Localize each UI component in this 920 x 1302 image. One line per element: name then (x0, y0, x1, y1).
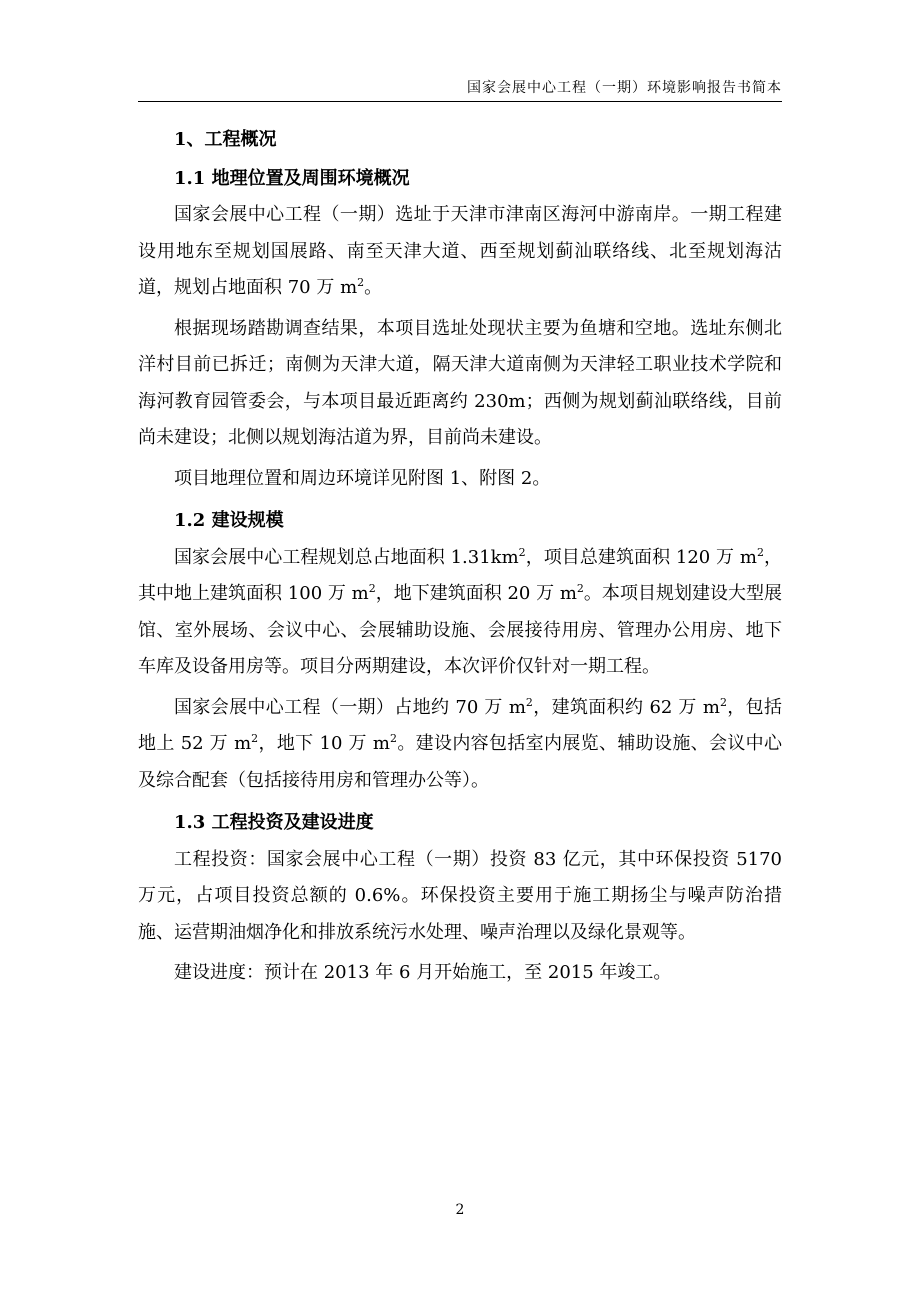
superscript: 2 (518, 545, 526, 559)
text-run: 国家会展中心工程（一期）选址于天津市津南区海河中游南岸。一期工程建设用地东至规划国展路、南至天津大道、西至规划蓟汕联络线、北至规划海沽道，规划占地面积 70 万 m (138, 204, 782, 298)
section-heading-1: 1、工程概况 (174, 129, 277, 150)
superscript: 2 (368, 582, 376, 595)
header-rule (138, 101, 782, 102)
text-run: 国家会展中心工程规划总占地面积 1.31km (174, 546, 519, 568)
page-body (138, 122, 782, 996)
text-run: ，其中地上建筑面积 100 万 m (138, 546, 782, 604)
paragraph-investment: 工程投资：国家会展中心工程（一期）投资 83 亿元，其中环保投资 5170 万元，占项目投资总额的 0.6%。环保投资主要用于施工期扬尘与噪声防治措施、运营期油烟净化和排放系统污水处理、噪声治理以及绿化景观等。 (138, 848, 782, 943)
paragraph-location (138, 197, 782, 307)
superscript: 2 (719, 695, 727, 709)
text-run: ，地下 10 万 m (258, 733, 390, 754)
text-run: ，项目总建筑面积 120 万 m (525, 546, 757, 568)
section-heading-1-2: 1.2 建设规模 (174, 510, 284, 531)
text-run: 。本项目规划建设大型展馆、室外展场、会议中心、会展辅助设施、会展接待用房、管理办公用房、地下车库及设备用房等。项目分两期建设，本次评价仅针对一期工程。 (138, 583, 783, 677)
paragraph-schedule: 建设进度：预计在 2013 年 6 月开始施工，至 2015 年竣工。 (174, 962, 672, 983)
running-header: 国家会展中心工程（一期）环境影响报告书简本 (467, 80, 782, 96)
text-run: 。建设内容包括室内展览、辅助设施、会议中心及综合配套（包括接待用房和管理办公等）。 (138, 733, 783, 791)
superscript: 2 (389, 732, 397, 745)
section-heading-1-1: 1.1 地理位置及周围环境概况 (174, 167, 410, 189)
text-run: ，包括地上 52 万 m (138, 696, 783, 754)
text-run: 国家会展中心工程（一期）占地约 70 万 m (174, 696, 526, 718)
superscript: 2 (251, 732, 259, 745)
text-run: ，建筑面积约 62 万 m (532, 696, 720, 718)
paragraph-scale-overall (138, 540, 782, 686)
page-number: 2 (455, 1202, 465, 1218)
superscript: 2 (576, 582, 584, 595)
superscript: 2 (525, 695, 533, 709)
superscript: 2 (756, 545, 764, 559)
text-run: ，地下建筑面积 20 万 m (375, 583, 577, 604)
paragraph-scale-phase-one (138, 690, 782, 800)
text-run: 。 (364, 277, 383, 298)
superscript: 2 (357, 276, 365, 289)
paragraph-figure-reference: 项目地理位置和周边环境详见附图 1、附图 2。 (174, 467, 551, 489)
section-heading-1-3: 1.3 工程投资及建设进度 (174, 812, 374, 833)
paragraph-surroundings: 根据现场踏勘调查结果，本项目选址处现状主要为鱼塘和空地。选址东侧北洋村目前已拆迁；南侧为天津大道，隔天津大道南侧为天津轻工职业技术学院和海河教育园管委会，与本项目最近距离约 230m；西侧为规划蓟汕联络线，目前尚未建设；北侧以规划海沽道为界，目前尚未建设。 (138, 317, 782, 448)
